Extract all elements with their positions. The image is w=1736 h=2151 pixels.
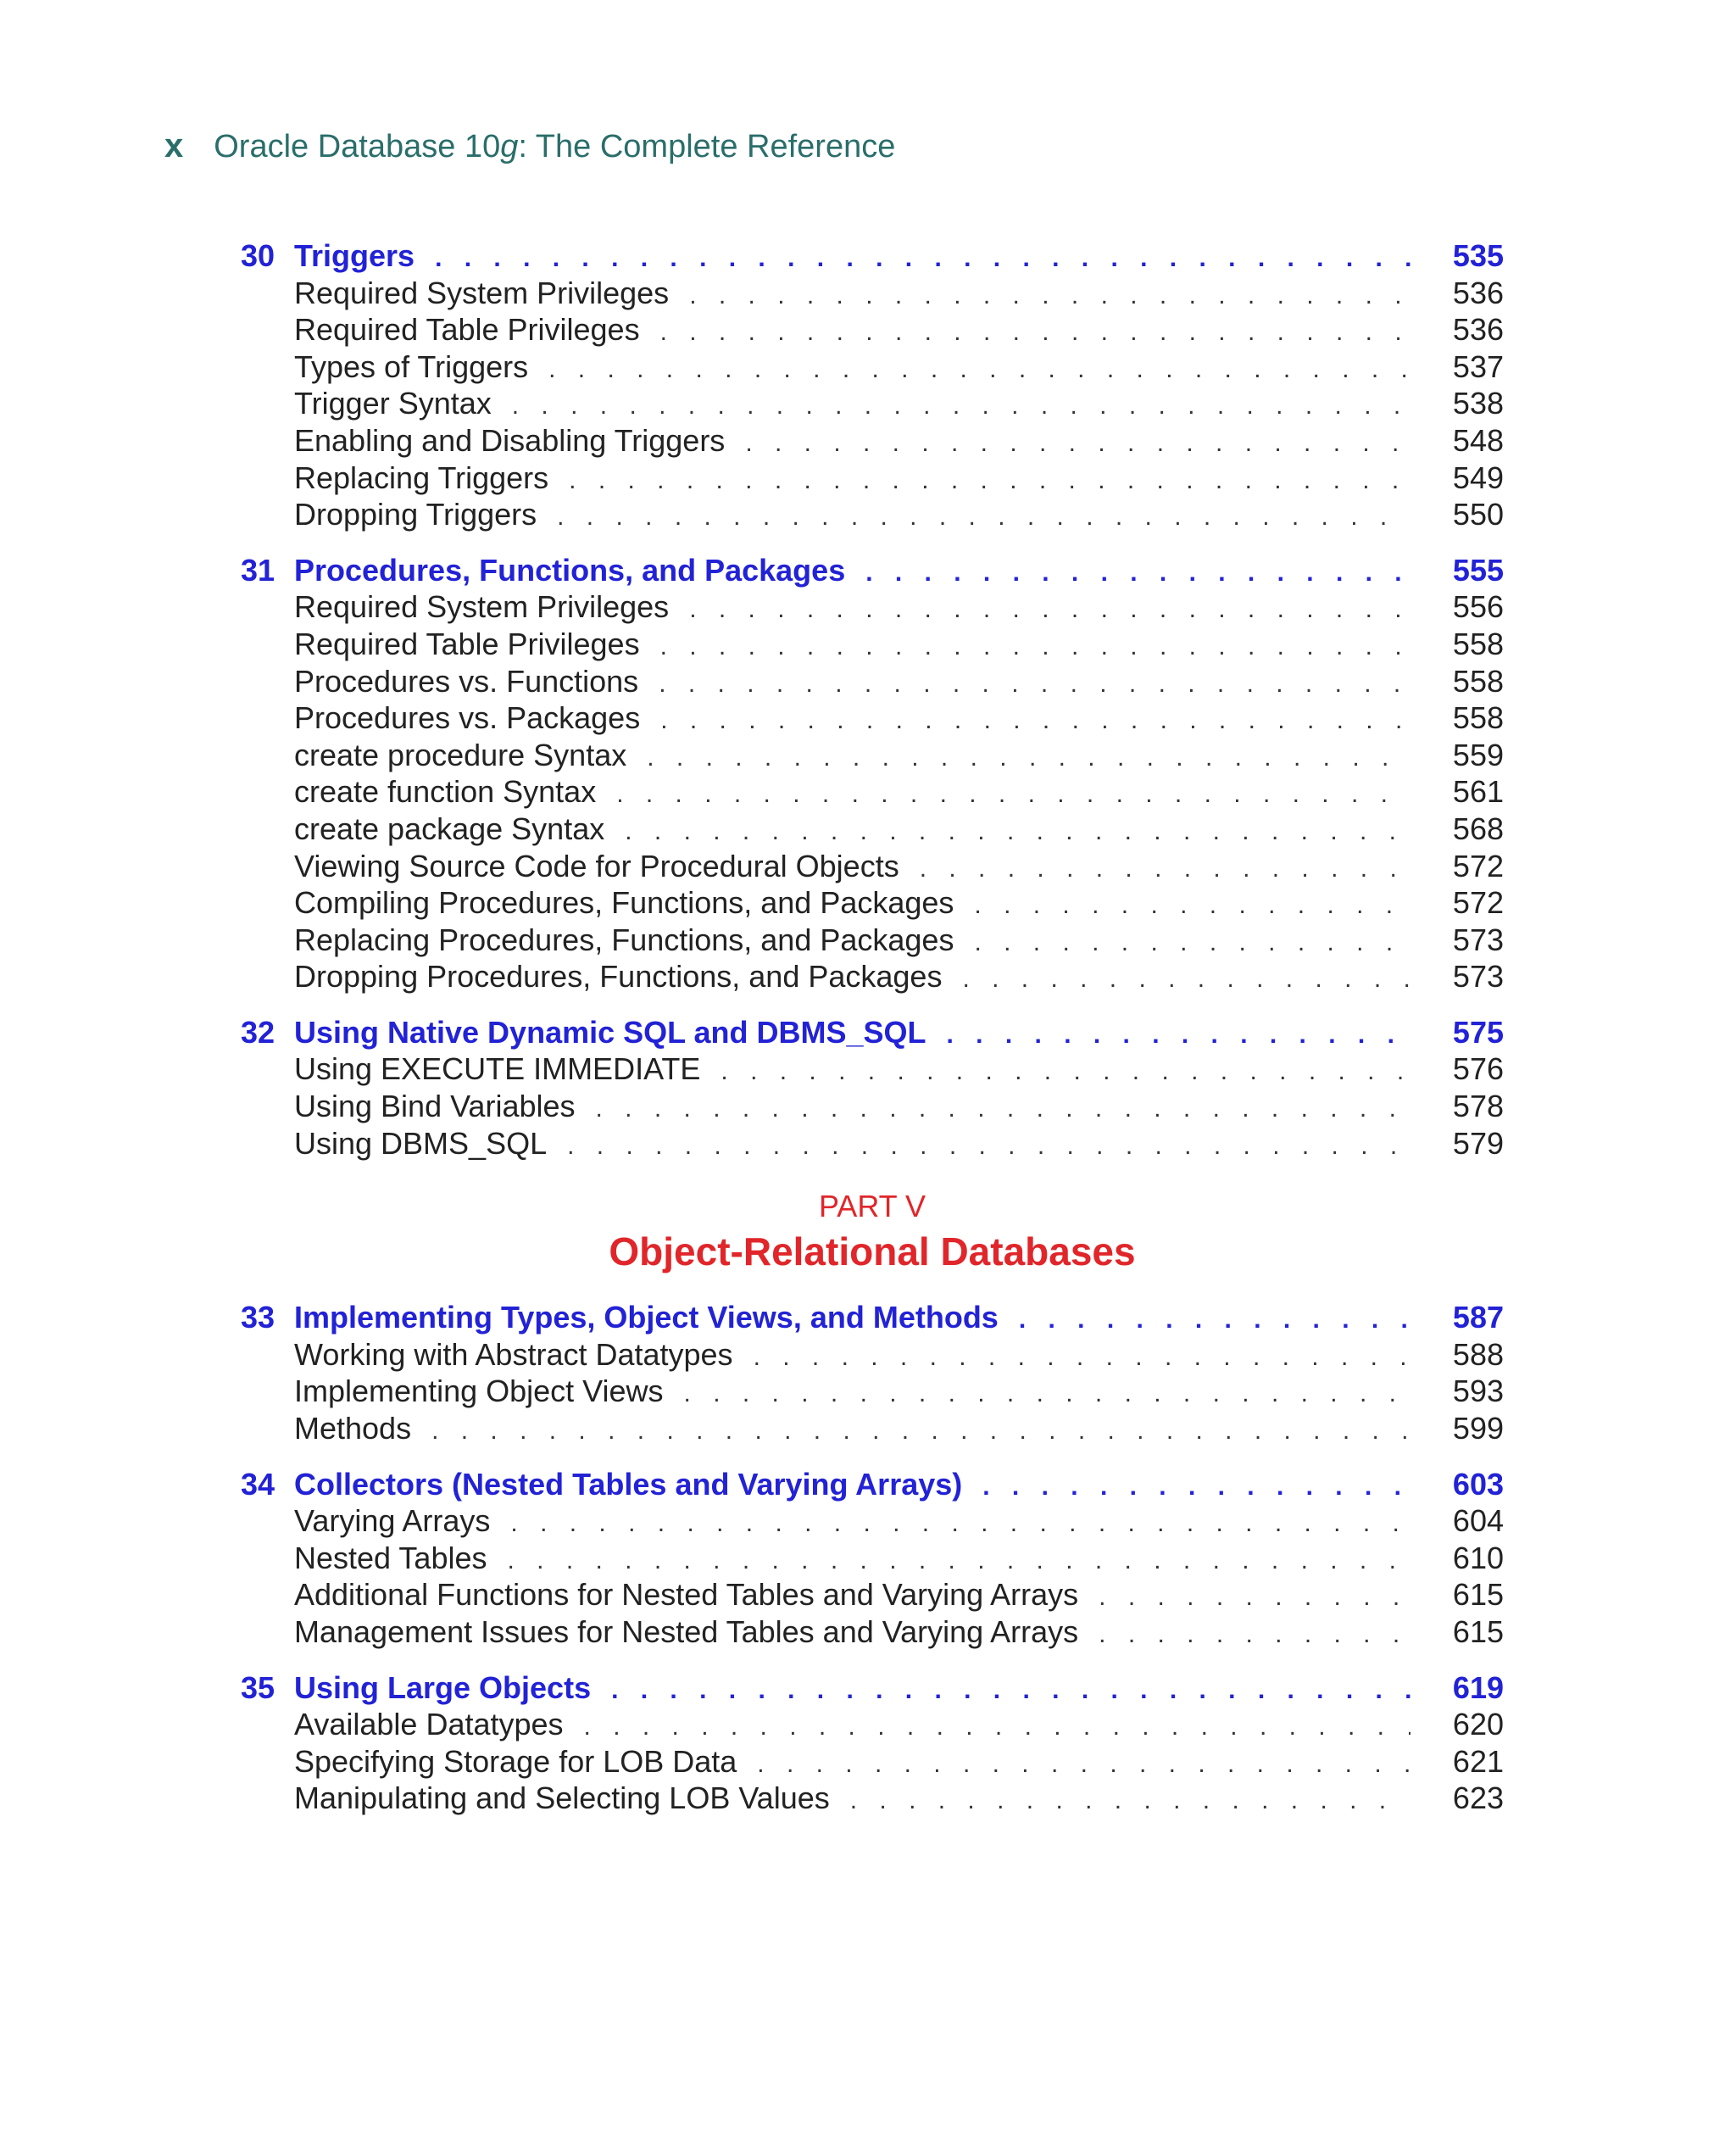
section-title: Required Table Privileges xyxy=(294,312,640,348)
chapter-number: 30 xyxy=(241,238,275,273)
chapter-entry xyxy=(241,1466,1504,1651)
section-page-number: 573 xyxy=(1452,959,1504,995)
chapter-title: Collectors (Nested Tables and Varying Arrays) xyxy=(294,1466,963,1502)
chapter-page-number: 603 xyxy=(1452,1466,1504,1502)
section-title: Required System Privileges xyxy=(294,589,670,625)
dot-leader xyxy=(757,1746,1410,1783)
section-page-number: 579 xyxy=(1452,1125,1504,1161)
section-page-number: 620 xyxy=(1452,1707,1504,1742)
section-row[interactable] xyxy=(241,1050,1504,1088)
section-row[interactable] xyxy=(241,1336,1504,1374)
section-page-number: 610 xyxy=(1452,1540,1504,1575)
chapter-title: Procedures, Functions, and Packages xyxy=(294,552,846,588)
chapter-page-number: 535 xyxy=(1452,238,1504,273)
section-page-number: 549 xyxy=(1452,460,1504,495)
section-page-number: 621 xyxy=(1452,1743,1504,1779)
section-title: Using EXECUTE IMMEDIATE xyxy=(294,1051,701,1087)
section-title: Implementing Object Views xyxy=(294,1374,664,1409)
section-page-number: 558 xyxy=(1452,626,1504,661)
chapter-entry xyxy=(241,1299,1504,1446)
section-page-number: 572 xyxy=(1452,848,1504,883)
section-page-number: 559 xyxy=(1452,737,1504,772)
running-header xyxy=(164,127,895,165)
section-page-number: 548 xyxy=(1452,422,1504,458)
dot-leader xyxy=(1099,1616,1410,1653)
section-row[interactable] xyxy=(241,1743,1504,1780)
section-title: Additional Functions for Nested Tables and Varying Arrays xyxy=(294,1577,1079,1613)
dot-leader xyxy=(689,277,1410,315)
section-row[interactable] xyxy=(241,773,1504,811)
section-row[interactable] xyxy=(241,1125,1504,1162)
section-page-number: 572 xyxy=(1452,885,1504,921)
section-page-number: 623 xyxy=(1452,1780,1504,1816)
dot-leader xyxy=(920,850,1410,888)
section-page-number: 615 xyxy=(1452,1614,1504,1649)
section-title: Enabling and Disabling Triggers xyxy=(294,422,726,458)
dot-leader xyxy=(660,628,1410,666)
section-row[interactable] xyxy=(241,1502,1504,1540)
section-page-number: 604 xyxy=(1452,1503,1504,1539)
dot-leader xyxy=(745,425,1410,462)
section-row[interactable] xyxy=(241,385,1504,422)
section-row[interactable] xyxy=(241,811,1504,848)
chapter-title: Using Native Dynamic SQL and DBMS_SQL xyxy=(294,1014,926,1050)
dot-leader xyxy=(569,462,1410,499)
section-page-number: 536 xyxy=(1452,312,1504,348)
section-page-number: 558 xyxy=(1452,700,1504,736)
section-row[interactable] xyxy=(241,737,1504,774)
section-title: Types of Triggers xyxy=(294,348,529,384)
section-title: Nested Tables xyxy=(294,1540,487,1575)
section-title: Manipulating and Selecting LOB Values xyxy=(294,1780,830,1816)
section-row[interactable] xyxy=(241,699,1504,737)
section-page-number: 558 xyxy=(1452,663,1504,699)
dot-leader xyxy=(865,554,1410,592)
section-row[interactable] xyxy=(241,884,1504,922)
section-title: Required System Privileges xyxy=(294,275,670,310)
chapter-number: 34 xyxy=(241,1466,275,1502)
chapter-heading-row[interactable] xyxy=(241,1669,1504,1707)
section-title: Specifying Storage for LOB Data xyxy=(294,1743,737,1779)
chapter-entry xyxy=(241,1669,1504,1817)
section-page-number: 588 xyxy=(1452,1336,1504,1372)
section-title: Using DBMS_SQL xyxy=(294,1125,548,1161)
chapter-title: Triggers xyxy=(294,238,415,273)
section-row[interactable] xyxy=(241,1780,1504,1817)
section-row[interactable] xyxy=(241,348,1504,386)
section-title: Management Issues for Nested Tables and Varying Arrays xyxy=(294,1614,1079,1649)
dot-leader xyxy=(512,387,1410,425)
section-title: Compiling Procedures, Functions, and Packages xyxy=(294,885,954,921)
chapter-number: 35 xyxy=(241,1669,275,1705)
dot-leader xyxy=(689,591,1410,628)
dot-leader xyxy=(431,1413,1410,1450)
dot-leader xyxy=(684,1375,1410,1413)
section-page-number: 561 xyxy=(1452,774,1504,810)
section-row[interactable] xyxy=(241,922,1504,959)
part-heading xyxy=(241,1187,1504,1277)
section-row[interactable] xyxy=(241,958,1504,995)
chapter-heading-row[interactable] xyxy=(241,1466,1504,1503)
section-title: Trigger Syntax xyxy=(294,386,492,421)
section-title: Procedures vs. Functions xyxy=(294,663,639,699)
section-title: Replacing Procedures, Functions, and Packages xyxy=(294,922,954,957)
section-title: Replacing Triggers xyxy=(294,460,549,495)
section-row[interactable] xyxy=(241,1576,1504,1613)
dot-leader xyxy=(647,739,1410,777)
chapter-heading-row[interactable] xyxy=(241,552,1504,589)
dot-leader xyxy=(974,924,1410,961)
section-row[interactable] xyxy=(241,311,1504,348)
dot-leader xyxy=(982,1468,1410,1506)
section-row[interactable] xyxy=(241,275,1504,312)
dot-leader xyxy=(660,314,1410,351)
book-title: Oracle Database 10g: The Complete Reference xyxy=(214,129,896,164)
section-row[interactable] xyxy=(241,1706,1504,1743)
dot-leader xyxy=(659,666,1410,703)
dot-leader xyxy=(435,240,1410,277)
section-row[interactable] xyxy=(241,588,1504,626)
chapter-page-number: 587 xyxy=(1452,1300,1504,1335)
dot-leader xyxy=(1019,1301,1410,1339)
section-row[interactable] xyxy=(241,422,1504,460)
section-title: Working with Abstract Datatypes xyxy=(294,1336,733,1372)
section-title: Procedures vs. Packages xyxy=(294,700,641,736)
dot-leader xyxy=(962,961,1410,998)
chapter-title: Implementing Types, Object Views, and Methods xyxy=(294,1300,999,1335)
chapter-page-number: 619 xyxy=(1452,1669,1504,1705)
dot-leader xyxy=(850,1782,1410,1819)
dot-leader xyxy=(557,499,1410,536)
section-page-number: 615 xyxy=(1452,1577,1504,1613)
chapter-heading-row[interactable] xyxy=(241,1014,1504,1051)
section-title: Available Datatypes xyxy=(294,1707,564,1742)
dot-leader xyxy=(625,813,1410,850)
section-title: Using Bind Variables xyxy=(294,1089,576,1124)
table-of-contents xyxy=(241,237,1504,1836)
section-page-number: 599 xyxy=(1452,1411,1504,1446)
section-title: Viewing Source Code for Procedural Objects xyxy=(294,848,899,883)
chapter-entry xyxy=(241,237,1504,533)
section-page-number: 537 xyxy=(1452,348,1504,384)
dot-leader xyxy=(1099,1579,1410,1616)
section-title: create package Syntax xyxy=(294,811,605,846)
chapter-entry xyxy=(241,552,1504,995)
section-page-number: 556 xyxy=(1452,589,1504,625)
chapter-group-a xyxy=(241,237,1504,1162)
chapter-number: 32 xyxy=(241,1014,275,1050)
section-title: create procedure Syntax xyxy=(294,737,627,772)
chapter-title: Using Large Objects xyxy=(294,1669,592,1705)
section-page-number: 578 xyxy=(1452,1089,1504,1124)
dot-leader xyxy=(721,1053,1410,1090)
dot-leader xyxy=(754,1339,1410,1376)
chapter-page-number: 555 xyxy=(1452,552,1504,588)
dot-leader xyxy=(584,1708,1410,1746)
dot-leader xyxy=(660,702,1410,739)
section-page-number: 593 xyxy=(1452,1374,1504,1409)
section-row[interactable] xyxy=(241,1373,1504,1410)
section-row[interactable] xyxy=(241,626,1504,663)
dot-leader xyxy=(507,1542,1410,1580)
section-page-number: 538 xyxy=(1452,386,1504,421)
section-row[interactable] xyxy=(241,848,1504,885)
section-row[interactable] xyxy=(241,1613,1504,1651)
dot-leader xyxy=(510,1505,1410,1542)
chapter-group-b xyxy=(241,1299,1504,1817)
chapter-number: 33 xyxy=(241,1300,275,1335)
dot-leader xyxy=(596,1090,1410,1128)
section-page-number: 573 xyxy=(1452,922,1504,957)
section-title: Dropping Procedures, Functions, and Packages xyxy=(294,959,943,995)
part-number: PART V xyxy=(818,1189,926,1224)
section-title: Varying Arrays xyxy=(294,1503,491,1539)
chapter-number: 31 xyxy=(241,552,275,588)
section-page-number: 550 xyxy=(1452,497,1504,532)
dot-leader xyxy=(947,1017,1410,1054)
section-title: Required Table Privileges xyxy=(294,626,640,661)
part-title: Object-Relational Databases xyxy=(609,1229,1136,1274)
dot-leader xyxy=(548,351,1410,388)
section-row[interactable] xyxy=(241,663,1504,700)
section-row[interactable] xyxy=(241,1540,1504,1577)
section-page-number: 536 xyxy=(1452,275,1504,310)
section-page-number: 576 xyxy=(1452,1051,1504,1087)
dot-leader xyxy=(974,887,1410,924)
chapter-heading-row[interactable] xyxy=(241,1299,1504,1336)
section-page-number: 568 xyxy=(1452,811,1504,846)
dot-leader xyxy=(567,1128,1410,1165)
section-row[interactable] xyxy=(241,1410,1504,1447)
chapter-entry xyxy=(241,1014,1504,1162)
section-row[interactable] xyxy=(241,1088,1504,1125)
section-title: Dropping Triggers xyxy=(294,497,537,532)
page-number-roman: x xyxy=(164,127,184,164)
section-row[interactable] xyxy=(241,496,1504,533)
section-row[interactable] xyxy=(241,460,1504,497)
section-title: create function Syntax xyxy=(294,774,597,810)
dot-leader xyxy=(611,1672,1410,1709)
dot-leader xyxy=(616,776,1410,813)
chapter-heading-row[interactable] xyxy=(241,237,1504,275)
section-title: Methods xyxy=(294,1411,412,1446)
chapter-page-number: 575 xyxy=(1452,1014,1504,1050)
